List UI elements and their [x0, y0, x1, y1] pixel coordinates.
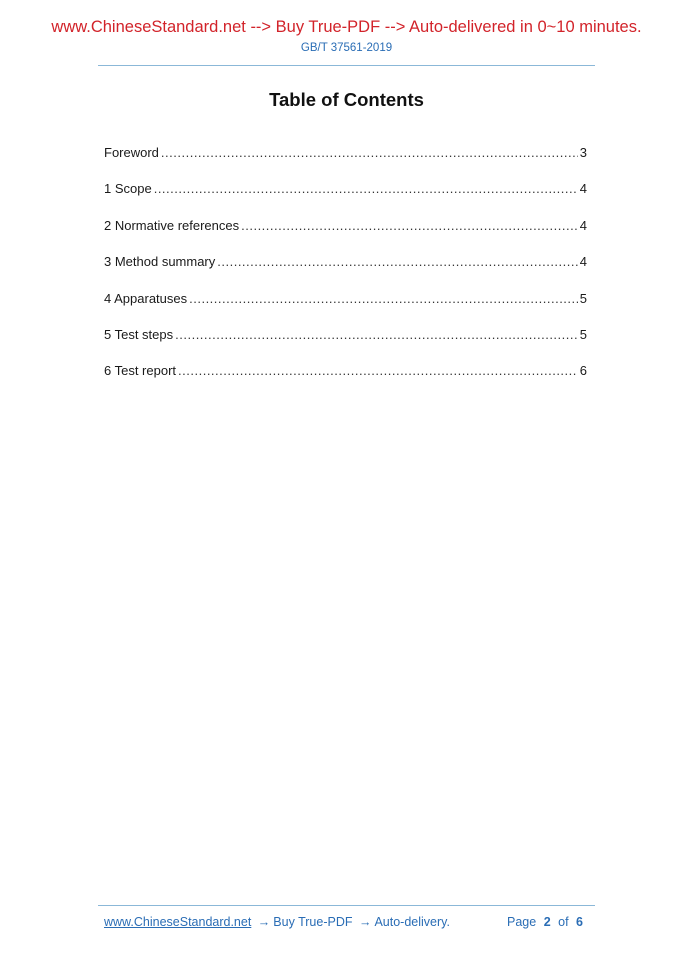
arrow-right-icon: → [257, 915, 271, 929]
page-indicator [507, 915, 587, 929]
page-title: Table of Contents [269, 89, 424, 110]
page-word: Page [507, 915, 537, 929]
standard-number: GB/T 37561-2019 [300, 42, 393, 54]
toc-entry-method-summary[interactable] [104, 254, 587, 290]
arrow-right-icon: → [358, 915, 372, 929]
toc-entry-label: 5 Test steps [104, 326, 174, 342]
toc-entry-label: 4 Apparatuses [104, 290, 188, 306]
toc-entry-test-report[interactable] [104, 363, 587, 399]
footer-divider [98, 905, 595, 906]
page-footer [104, 915, 587, 929]
toc-entry-label: 1 Scope [104, 181, 152, 197]
toc-dot-leader [217, 254, 578, 269]
toc-dot-leader [154, 181, 578, 196]
current-page-number: 2 [543, 915, 551, 929]
toc-entry-page: 3 [579, 145, 587, 160]
toc-entry-page: 5 [579, 290, 587, 306]
toc-entry-foreword[interactable] [104, 145, 587, 181]
toc-dot-leader [189, 291, 578, 306]
footer-buy-text: Buy True-PDF [273, 915, 353, 929]
toc-dot-leader [161, 145, 578, 160]
toc-entry-label: 2 Normative references [104, 217, 240, 233]
footer-promo [104, 915, 450, 929]
toc-entry-apparatuses[interactable] [104, 291, 587, 327]
toc-entry-page: 4 [579, 217, 587, 233]
footer-delivery-text: Auto-delivery. [374, 915, 450, 929]
footer-site-link[interactable]: www.ChineseStandard.net [104, 915, 252, 929]
toc-entry-page: 4 [579, 181, 587, 197]
toc-dot-leader [178, 363, 578, 378]
header-banner[interactable]: www.ChineseStandard.net --> Buy True-PDF --> Auto-delivered in 0~10 minutes. [51, 18, 642, 36]
toc-entry-label: 6 Test report [104, 363, 177, 379]
toc-dot-leader [175, 327, 578, 342]
toc-list [104, 145, 587, 400]
toc-dot-leader [241, 218, 578, 233]
toc-entry-label: Foreword [104, 145, 159, 160]
toc-entry-test-steps[interactable] [104, 327, 587, 363]
toc-entry-label: 3 Method summary [104, 254, 216, 270]
header-divider [98, 65, 595, 66]
of-word: of [558, 915, 569, 929]
toc-entry-page: 6 [579, 363, 587, 379]
toc-entry-page: 4 [579, 254, 587, 270]
toc-entry-scope[interactable] [104, 181, 587, 217]
total-pages-number: 6 [576, 915, 583, 929]
toc-entry-normative-references[interactable] [104, 218, 587, 254]
toc-entry-page: 5 [579, 326, 587, 342]
